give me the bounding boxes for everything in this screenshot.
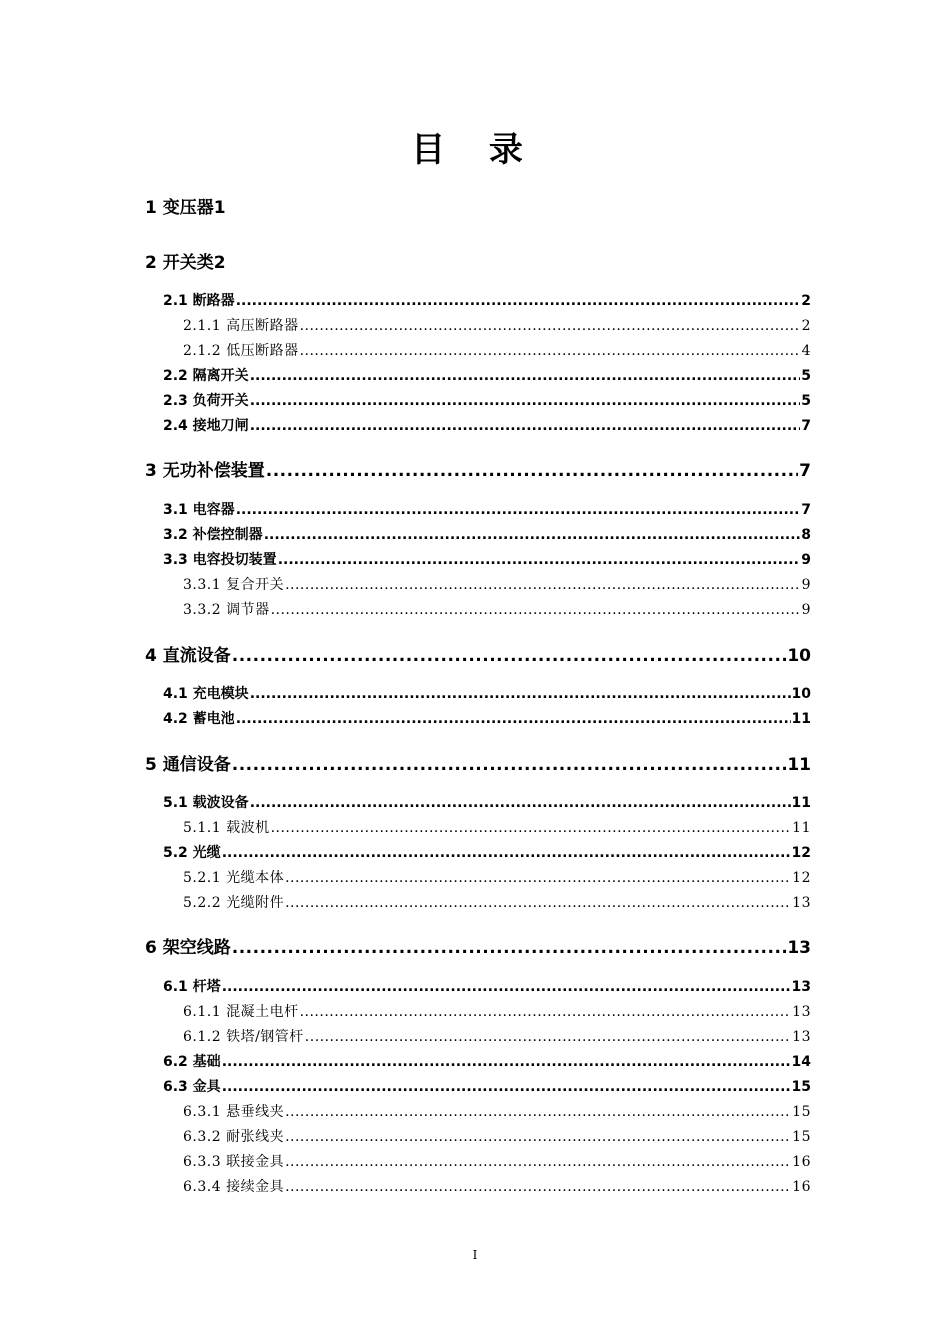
toc-dot-leader xyxy=(285,895,791,911)
toc-dot-leader xyxy=(300,343,801,359)
toc-entry[interactable] xyxy=(163,792,811,812)
toc-entry-page: 11 xyxy=(791,795,811,811)
toc-entry-page: 15 xyxy=(792,1129,811,1145)
toc-dot-leader xyxy=(300,318,801,334)
toc-entry[interactable] xyxy=(163,708,811,728)
toc-entry-page: 7 xyxy=(799,461,811,481)
toc-dot-leader xyxy=(250,795,791,811)
toc-entry[interactable] xyxy=(183,817,811,837)
toc-entry-page: 13 xyxy=(792,1029,811,1045)
toc-entry-label: 3.2 补偿控制器 xyxy=(163,527,263,543)
toc-entry[interactable] xyxy=(163,842,811,862)
toc-entry-label: 6.3.4 接续金具 xyxy=(183,1179,285,1195)
toc-entry-label: 2.3 负荷开关 xyxy=(163,393,249,409)
toc-entry[interactable] xyxy=(183,1126,811,1146)
toc-entry-label: 5.2.2 光缆附件 xyxy=(183,895,285,911)
toc-dot-leader xyxy=(222,845,791,861)
toc-entry-label: 2.1.1 高压断路器 xyxy=(183,318,299,334)
toc-entry-page: 16 xyxy=(792,1154,811,1170)
toc-entry-label: 3.1 电容器 xyxy=(163,502,235,518)
toc-dot-leader xyxy=(250,393,801,409)
toc-entry[interactable] xyxy=(163,976,811,996)
toc-entry[interactable] xyxy=(183,340,811,360)
toc-entry-page: 9 xyxy=(801,577,811,593)
toc-entry-label: 3.3 电容投切装置 xyxy=(163,552,277,568)
toc-entry-page: 11 xyxy=(787,755,811,775)
toc-entry-label: 6.3.2 耐张线夹 xyxy=(183,1129,285,1145)
toc-entry[interactable] xyxy=(183,1001,811,1021)
toc-dot-leader xyxy=(285,1104,791,1120)
toc-entry[interactable] xyxy=(183,1176,811,1196)
toc-entry[interactable] xyxy=(145,248,811,273)
toc-entry-label: 5.2 光缆 xyxy=(163,845,221,861)
toc-dot-leader xyxy=(285,1154,791,1170)
toc-entry-label: 4.1 充电模块 xyxy=(163,686,249,702)
toc-entry[interactable] xyxy=(163,683,811,703)
toc-dot-leader xyxy=(236,293,801,309)
toc-dot-leader xyxy=(305,1029,791,1045)
page-title: 目 录 xyxy=(411,130,539,170)
toc-entry-page: 11 xyxy=(792,820,811,836)
toc-entry[interactable] xyxy=(183,1151,811,1171)
toc-entry[interactable] xyxy=(145,456,811,481)
toc-dot-leader xyxy=(264,527,801,543)
toc-dot-leader xyxy=(285,1129,791,1145)
toc-dot-leader xyxy=(222,1079,791,1095)
toc-entry[interactable] xyxy=(145,933,811,958)
toc-entry-page: 5 xyxy=(801,393,811,409)
toc-entry-label: 3 无功补偿装置 xyxy=(145,461,265,481)
toc-entry[interactable] xyxy=(163,390,811,410)
toc-entry-label: 6.2 基础 xyxy=(163,1054,221,1070)
toc-entry-page: 13 xyxy=(792,1004,811,1020)
toc-entry-label: 5.1.1 载波机 xyxy=(183,820,270,836)
toc-entry[interactable] xyxy=(163,1051,811,1071)
toc-entry[interactable] xyxy=(183,315,811,335)
toc-entry-label: 6.3 金具 xyxy=(163,1079,221,1095)
toc-entry-label: 5 通信设备 xyxy=(145,755,231,775)
toc-entry[interactable] xyxy=(145,641,811,666)
toc-dot-leader xyxy=(285,577,801,593)
toc-entry-page: 10 xyxy=(791,686,811,702)
toc-dot-leader xyxy=(278,552,801,568)
page-number: I xyxy=(472,1248,478,1262)
toc-entry-label: 6 架空线路 xyxy=(145,938,231,958)
toc-entry-label: 6.3.3 联接金具 xyxy=(183,1154,285,1170)
toc-entry[interactable] xyxy=(183,1101,811,1121)
toc-entry-page: 13 xyxy=(787,938,811,958)
toc-entry-label: 2.1 断路器 xyxy=(163,293,235,309)
toc-entry-label: 5.2.1 光缆本体 xyxy=(183,870,285,886)
toc-dot-leader xyxy=(222,979,791,995)
toc-entry-label: 3.3.1 复合开关 xyxy=(183,577,285,593)
toc-dot-leader xyxy=(232,646,787,666)
toc-entry-page: 8 xyxy=(801,527,811,543)
toc-entry-label: 2.4 接地刀闸 xyxy=(163,418,249,434)
toc-entry-page: 4 xyxy=(801,343,811,359)
toc-entry-label: 4.2 蓄电池 xyxy=(163,711,235,727)
toc-dot-leader xyxy=(271,820,792,836)
toc-entry[interactable] xyxy=(163,499,811,519)
toc-dot-leader xyxy=(236,711,791,727)
toc-entry-label: 6.1 杆塔 xyxy=(163,979,221,995)
toc-dot-leader xyxy=(285,1179,791,1195)
toc-entry[interactable] xyxy=(163,549,811,569)
toc-dot-leader xyxy=(222,1054,791,1070)
toc-entry-page: 9 xyxy=(801,552,811,568)
toc-entry-label: 5.1 载波设备 xyxy=(163,795,249,811)
toc-entry-page: 15 xyxy=(791,1079,811,1095)
toc-entry-label: 1 变压器1 xyxy=(145,198,226,218)
toc-entry[interactable] xyxy=(145,193,811,218)
toc-entry-page: 7 xyxy=(801,418,811,434)
toc-entry[interactable] xyxy=(163,415,811,435)
toc-entry-page: 7 xyxy=(801,502,811,518)
toc-entry-label: 6.3.1 悬垂线夹 xyxy=(183,1104,285,1120)
toc-dot-leader xyxy=(250,368,801,384)
toc-entry-page: 12 xyxy=(792,870,811,886)
toc-dot-leader xyxy=(285,870,791,886)
toc-entry-label: 3.3.2 调节器 xyxy=(183,602,270,618)
toc-dot-leader xyxy=(300,1004,792,1020)
toc-entry[interactable] xyxy=(145,750,811,775)
toc-entry-label: 6.1.1 混凝土电杆 xyxy=(183,1004,299,1020)
toc-entry-page: 16 xyxy=(792,1179,811,1195)
toc-entry[interactable] xyxy=(163,365,811,385)
toc-entry-page: 11 xyxy=(791,711,811,727)
toc-entry-page: 2 xyxy=(801,293,811,309)
toc-entry-label: 6.1.2 铁塔/钢管杆 xyxy=(183,1029,304,1045)
toc-entry[interactable] xyxy=(163,290,811,310)
toc-entry[interactable] xyxy=(183,892,811,912)
toc-entry-page: 2 xyxy=(801,318,811,334)
toc-entry-page: 13 xyxy=(792,895,811,911)
toc-entry[interactable] xyxy=(163,524,811,544)
toc-dot-leader xyxy=(271,602,801,618)
toc-dot-leader xyxy=(232,755,787,775)
toc-entry-page: 5 xyxy=(801,368,811,384)
toc-entry-label: 4 直流设备 xyxy=(145,646,231,666)
toc-entry[interactable] xyxy=(183,1026,811,1046)
toc-dot-leader xyxy=(250,686,791,702)
toc-entry-page: 9 xyxy=(801,602,811,618)
toc-entry-page: 15 xyxy=(792,1104,811,1120)
toc-entry-label: 2.1.2 低压断路器 xyxy=(183,343,299,359)
toc-entry[interactable] xyxy=(183,867,811,887)
toc-entry-page: 10 xyxy=(787,646,811,666)
toc-entry-page: 13 xyxy=(791,979,811,995)
toc-dot-leader xyxy=(250,418,801,434)
toc-dot-leader xyxy=(232,938,787,958)
toc-entry-page: 12 xyxy=(791,845,811,861)
toc-entry[interactable] xyxy=(183,574,811,594)
toc-dot-leader xyxy=(266,461,798,481)
toc-entry-page: 14 xyxy=(791,1054,811,1070)
toc-dot-leader xyxy=(236,502,801,518)
toc-entry-label: 2.2 隔离开关 xyxy=(163,368,249,384)
toc-entry[interactable] xyxy=(183,599,811,619)
toc-entry-label: 2 开关类2 xyxy=(145,253,226,273)
toc-entry[interactable] xyxy=(163,1076,811,1096)
